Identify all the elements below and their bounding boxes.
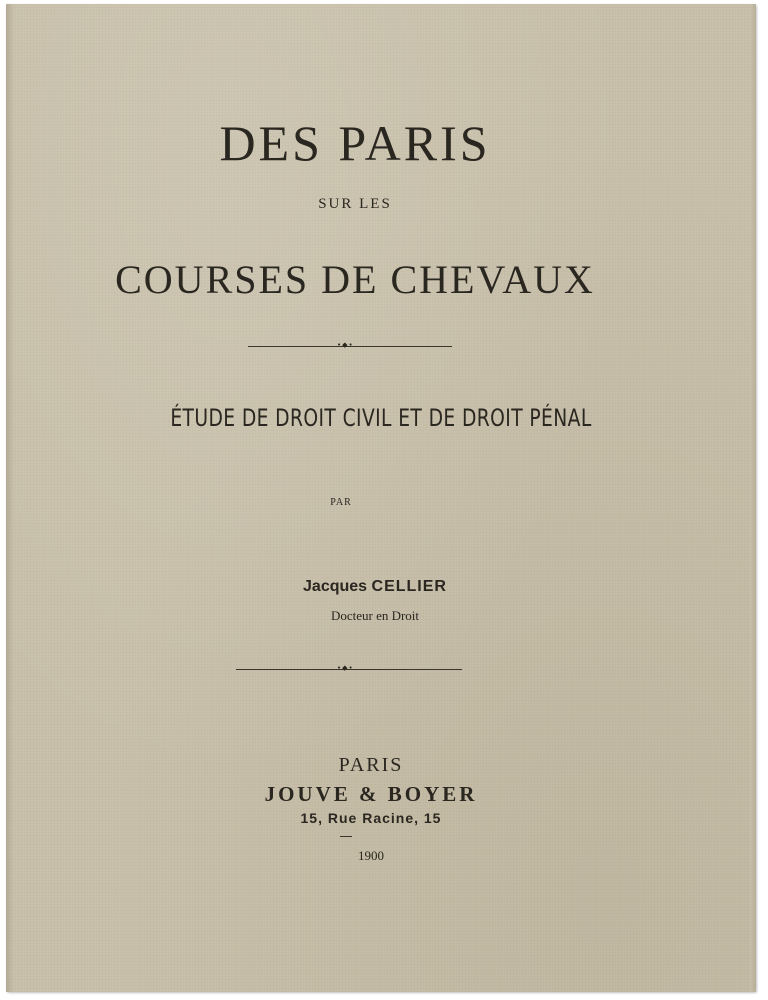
publication-city: PARIS (338, 754, 404, 776)
book-subtitle: COURSES DE CHEVAUX (115, 257, 595, 302)
book-title: DES PARIS (219, 115, 491, 171)
study-description: ÉTUDE DE DROIT CIVIL ET DE DROIT PÉNAL (170, 404, 592, 432)
separator-dash (340, 836, 352, 837)
author-degree: Docteur en Droit (330, 608, 420, 623)
publisher-address: 15, Rue Racine, 15 (300, 810, 442, 826)
author-surname: CELLIER (371, 578, 447, 595)
title-connector: SUR LES (318, 196, 392, 212)
cover-right-edge (750, 4, 756, 992)
rule-ornament-top: •◆• (337, 341, 354, 349)
by-label: PAR (330, 497, 352, 508)
publisher-name: JOUVE & BOYER (264, 782, 478, 806)
rule-ornament-bottom: •◆• (337, 664, 354, 672)
book-cover (6, 4, 756, 992)
author-given-name: Jacques (303, 578, 368, 595)
author-name (0, 578, 750, 596)
publication-year: 1900 (358, 848, 384, 863)
